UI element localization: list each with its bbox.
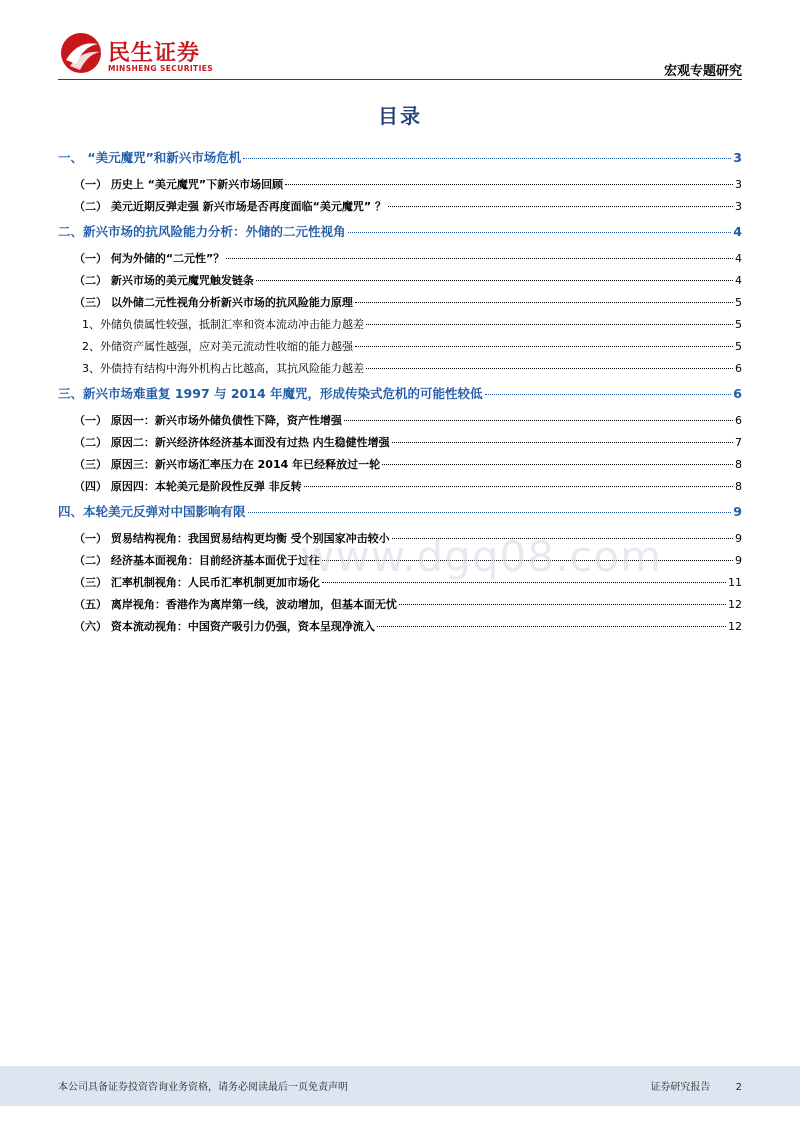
toc-entry-page: 4: [735, 274, 742, 287]
toc-entry-page: 3: [735, 200, 742, 213]
toc-entry-page: 4: [733, 224, 742, 239]
toc-entry-level1[interactable]: [58, 502, 742, 520]
toc-entry-level2[interactable]: [58, 596, 742, 612]
toc-entry-level2[interactable]: [58, 478, 742, 494]
toc-entry-label: （二） 新兴市场的美元魔咒触发链条: [74, 274, 254, 287]
toc-entry-label: 3、外债持有结构中海外机构占比越高，其抗风险能力越差: [82, 362, 364, 375]
toc-dot-leader: [226, 258, 733, 259]
toc-dot-leader: [366, 324, 733, 325]
toc-entry-label: （二） 经济基本面视角：目前经济基本面优于过往: [74, 554, 320, 567]
toc-dot-leader: [388, 206, 733, 207]
report-type-label: 宏观专题研究: [663, 64, 742, 79]
page-header: [0, 0, 800, 80]
toc-entry-page: 5: [735, 318, 742, 331]
toc-dot-leader: [248, 512, 732, 513]
toc-entry-page: 5: [735, 340, 742, 353]
toc-entry-label: （一） 贸易结构视角：我国贸易结构更均衡 受个别国家冲击较小: [74, 532, 390, 545]
toc-dot-leader: [392, 442, 733, 443]
toc-dot-leader: [399, 604, 726, 605]
toc-entry-page: 8: [735, 458, 742, 471]
toc-entry-level1[interactable]: [58, 148, 742, 166]
toc-entry-label: （一） 原因一：新兴市场外储负债性下降，资产性增强: [74, 414, 342, 427]
footer-page-number: 2: [735, 1082, 742, 1093]
toc-dot-leader: [485, 394, 732, 395]
header-divider: [58, 79, 742, 80]
toc-entry-page: 7: [735, 436, 742, 449]
toc-entry-label: （三） 以外储二元性视角分析新兴市场的抗风险能力原理: [74, 296, 353, 309]
toc-entry-page: 12: [728, 620, 742, 633]
toc-entry-label: （一） 何为外储的“二元性”？: [74, 252, 225, 265]
toc-entry-level2[interactable]: [58, 198, 742, 214]
toc-entry-label: （三） 汇率机制视角：人民币汇率机制更加市场化: [74, 576, 320, 589]
logo-chinese-name: 民生证券: [108, 41, 201, 66]
toc-entry-page: 6: [735, 362, 742, 375]
toc-entry-label: （三） 原因三：新兴市场汇率压力在 2014 年已经释放过一轮: [74, 458, 381, 471]
toc-entry-label: 三、新兴市场难重复 1997 与 2014 年魔咒，形成传染式危机的可能性较低: [58, 386, 483, 401]
toc-entry-page: 11: [728, 576, 742, 589]
company-logo: [58, 30, 248, 78]
toc-entry-level3[interactable]: [58, 360, 742, 376]
toc-entry-label: 2、外储资产属性越强，应对美元流动性收缩的能力越强: [82, 340, 353, 353]
toc-entry-label: 一、 “美元魔咒”和新兴市场危机: [58, 150, 242, 165]
toc-dot-leader: [243, 158, 731, 159]
toc-entry-level2[interactable]: [58, 618, 742, 634]
watermark-text: www.dgq08.com: [300, 532, 663, 581]
toc-dot-leader: [355, 302, 733, 303]
toc-entry-page: 5: [735, 296, 742, 309]
toc-dot-leader: [285, 184, 733, 185]
toc-entry-label: 四、本轮美元反弹对中国影响有限: [58, 504, 246, 519]
toc-dot-leader: [322, 582, 726, 583]
toc-entry-page: 4: [735, 252, 742, 265]
page-footer: [0, 1066, 800, 1106]
toc-entry-page: 9: [735, 554, 742, 567]
toc-entry-level1[interactable]: [58, 384, 742, 402]
toc-dot-leader: [348, 232, 732, 233]
toc-entry-label: （四） 原因四：本轮美元是阶段性反弹 非反转: [74, 480, 302, 493]
toc-entry-label: 二、新兴市场的抗风险能力分析：外储的二元性视角: [58, 224, 346, 239]
toc-entry-label: （五） 离岸视角：香港作为离岸第一线，波动增加，但基本面无忧: [74, 598, 397, 611]
logo-english-name: MINSHENG SECURITIES: [108, 64, 214, 73]
toc-entry-label: （二） 原因二：新兴经济体经济基本面没有过热 内生稳健性增强: [74, 436, 390, 449]
toc-entry-level2[interactable]: [58, 434, 742, 450]
toc-entry-level2[interactable]: [58, 272, 742, 288]
toc-dot-leader: [382, 464, 733, 465]
footer-right: [628, 1078, 742, 1093]
toc-entry-page: 8: [735, 480, 742, 493]
toc-entry-page: 12: [728, 598, 742, 611]
toc-dot-leader: [377, 626, 726, 627]
toc-dot-leader: [366, 368, 733, 369]
toc-entry-page: 3: [733, 150, 742, 165]
toc-entry-level2[interactable]: [58, 456, 742, 472]
toc-entry-level2[interactable]: [58, 176, 742, 192]
toc-entry-level2[interactable]: [58, 250, 742, 266]
toc-entry-level1[interactable]: [58, 222, 742, 240]
toc-dot-leader: [256, 280, 733, 281]
logo-emblem-icon: [58, 30, 104, 76]
toc-title: 目录: [378, 104, 422, 128]
toc-entry-page: 9: [735, 532, 742, 545]
toc-entry-page: 9: [733, 504, 742, 519]
toc-entry-level2[interactable]: [58, 294, 742, 310]
toc-entry-page: 6: [735, 414, 742, 427]
toc-dot-leader: [304, 486, 733, 487]
toc-entry-label: （二） 美元近期反弹走强 新兴市场是否再度面临“美元魔咒” ？: [74, 200, 386, 213]
toc-entry-level2[interactable]: [58, 412, 742, 428]
toc-dot-leader: [355, 346, 733, 347]
toc-entry-page: 6: [733, 386, 742, 401]
footer-doc-type: 证券研究报告: [650, 1082, 711, 1093]
footer-disclaimer: 本公司具备证券投资咨询业务资格，请务必阅读最后一页免责声明: [58, 1082, 348, 1093]
toc-entry-label: （六） 资本流动视角：中国资产吸引力仍强，资本呈现净流入: [74, 620, 375, 633]
toc-entry-label: （一） 历史上 “美元魔咒”下新兴市场回顾: [74, 178, 284, 191]
toc-entry-page: 3: [735, 178, 742, 191]
toc-entry-level3[interactable]: [58, 316, 742, 332]
toc-dot-leader: [344, 420, 733, 421]
toc-entry-label: 1、外储负债属性较强，抵制汇率和资本流动冲击能力越差: [82, 318, 364, 331]
toc-entry-level3[interactable]: [58, 338, 742, 354]
